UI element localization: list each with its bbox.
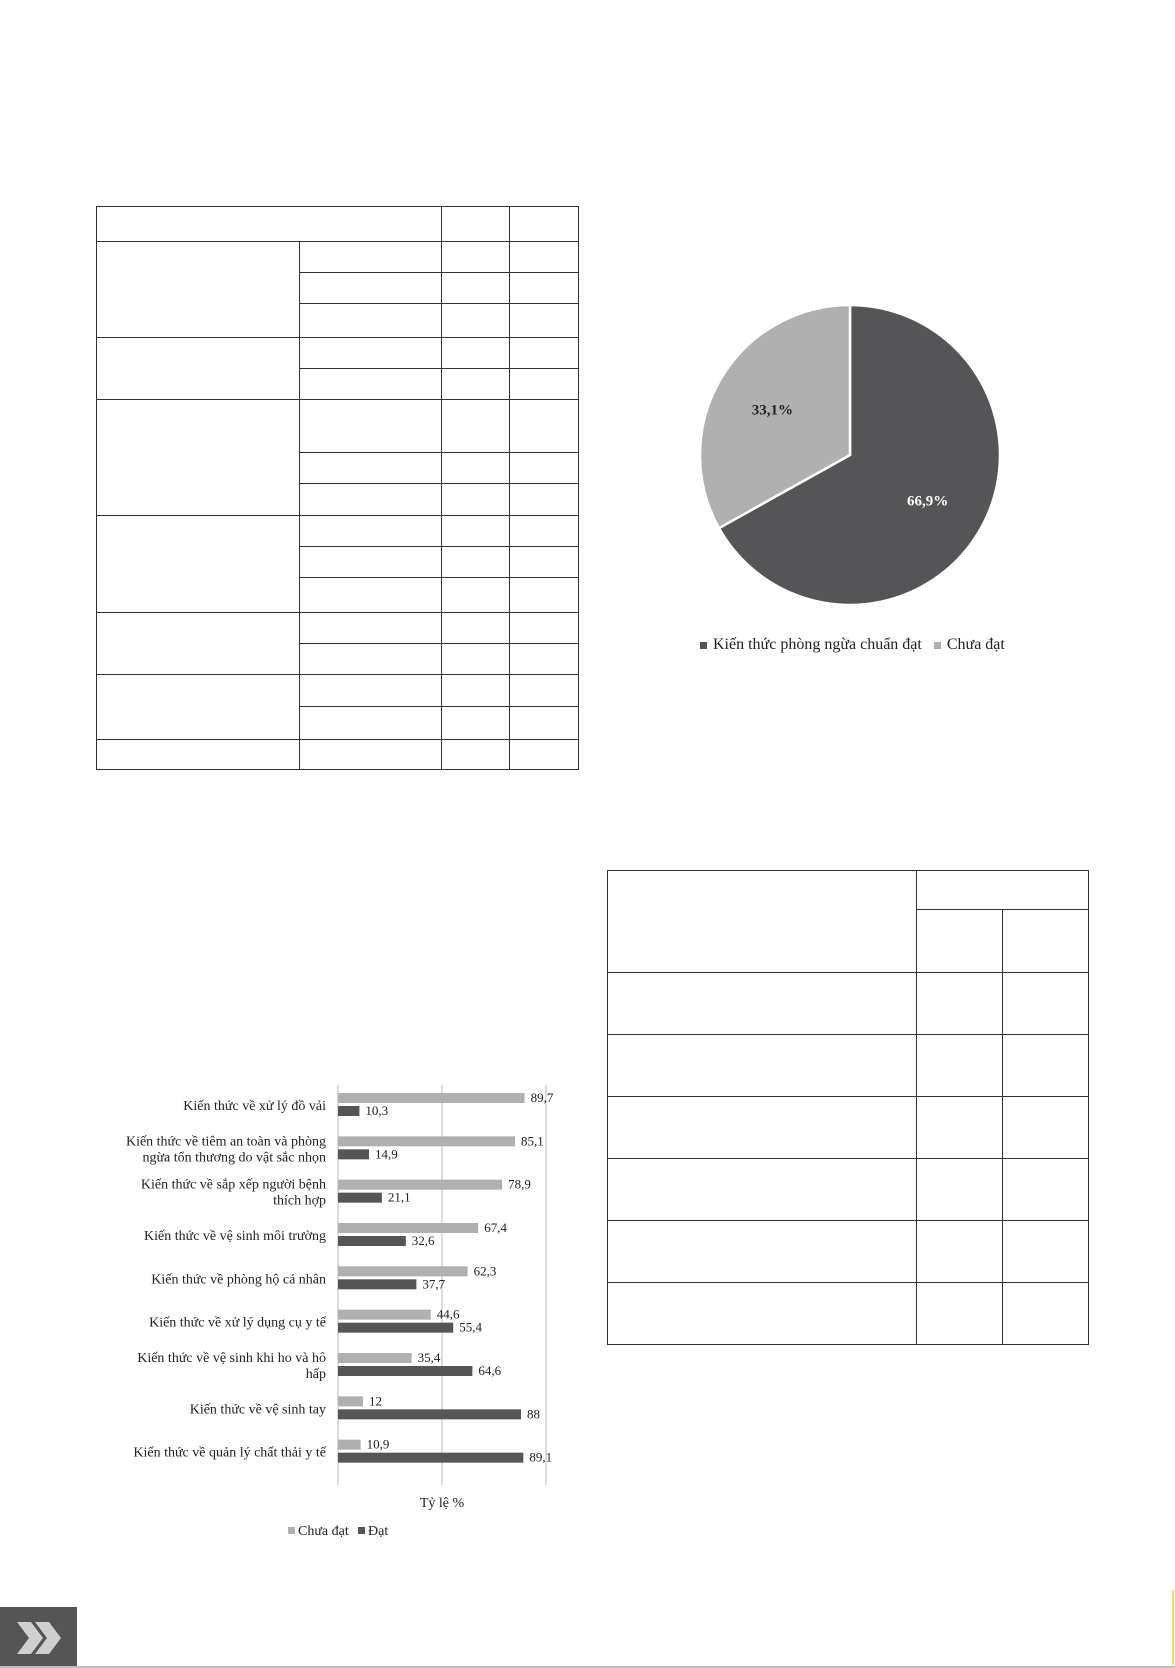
table-1-group-cell: [97, 516, 300, 613]
bar-dat: [338, 1409, 521, 1419]
category-label: Kiến thức về tiêm an toàn và phòng: [125, 1134, 326, 1150]
table-1-group-cell: [97, 675, 300, 740]
table-1-cell: [510, 369, 579, 400]
data-label: 14,9: [374, 1146, 398, 1162]
bar-dat: [338, 1106, 359, 1116]
table-1-cell: [299, 304, 441, 338]
table-1-cell: [441, 453, 510, 484]
table-1-cell: [441, 740, 510, 770]
bar-chua-dat: [338, 1396, 363, 1406]
table-1-cell: [299, 707, 441, 740]
category-label: Kiến thức về vệ sinh khi ho và hô: [137, 1351, 326, 1366]
category-label: hấp: [305, 1367, 326, 1382]
table-1-header-cell: [510, 207, 579, 242]
pie-legend: [700, 636, 1020, 654]
table-1-cell: [510, 644, 579, 675]
table-1-cell: [441, 613, 510, 644]
legend-swatch-icon: [358, 1527, 365, 1534]
table-1: [96, 206, 579, 770]
bar-chart: [118, 1085, 598, 1555]
table-1-cell: [299, 338, 441, 369]
table-1-cell: [299, 369, 441, 400]
bar-chua-dat: [338, 1310, 431, 1320]
table-1-cell: [299, 675, 441, 707]
table-1-group-cell: [97, 338, 300, 400]
table-1-cell: [510, 338, 579, 369]
table-1-cell: [299, 453, 441, 484]
table-1-group-cell: [97, 613, 300, 675]
data-label: 67,4: [484, 1220, 507, 1235]
data-label: 21,1: [387, 1189, 411, 1205]
table-2-header-cell: [917, 871, 1089, 910]
table-1-cell: [441, 369, 510, 400]
table-2-cell: [917, 1159, 1002, 1221]
table-2-cell: [1002, 1035, 1088, 1097]
table-1-cell: [299, 644, 441, 675]
table-1-cell: [299, 613, 441, 644]
x-axis-title: Tỷ lệ %: [419, 1496, 465, 1511]
bar-dat: [338, 1149, 369, 1159]
footer-badge: [0, 1607, 77, 1668]
bar-dat: [338, 1323, 453, 1333]
table-1-cell: [510, 675, 579, 707]
table-1-cell: [441, 400, 510, 453]
table-1-cell: [441, 242, 510, 273]
data-label: 35,4: [417, 1350, 441, 1365]
legend-swatch-icon: [934, 642, 941, 649]
category-label: Kiến thức về xử lý dụng cụ y tế: [149, 1315, 326, 1331]
pie-slice-label: 33,1%: [751, 402, 794, 419]
table-2-cell: [1002, 1159, 1088, 1221]
pie-legend-label: Chưa đạt: [946, 636, 1005, 653]
pie-chart: [690, 295, 1010, 615]
table-1-cell: [299, 273, 441, 304]
data-label: 10,3: [365, 1103, 389, 1118]
table-2-cell: [1002, 1283, 1088, 1345]
table-1-header-cell: [441, 207, 510, 242]
category-label: Kiến thức về vệ sinh tay: [189, 1402, 326, 1418]
table-2-cell: [1002, 1221, 1088, 1283]
table-2-cell: [917, 1221, 1002, 1283]
table-1-cell: [510, 273, 579, 304]
table-2-cell: [608, 1159, 917, 1221]
data-label: 89,7: [530, 1090, 554, 1105]
table-1-cell: [510, 516, 579, 547]
data-label: 78,9: [508, 1176, 531, 1192]
table-1-cell: [299, 547, 441, 578]
data-label: 10,9: [366, 1436, 390, 1452]
table-1-cell: [299, 578, 441, 613]
table-1-cell: [510, 400, 579, 453]
table-1-cell: [441, 273, 510, 304]
table-1-cell: [299, 516, 441, 547]
category-label: ngừa tổn thương do vật sắc nhọn: [142, 1150, 326, 1166]
table-1-cell: [299, 400, 441, 453]
table-2-cell: [608, 1283, 917, 1345]
bar-dat: [338, 1453, 523, 1463]
bar-chua-dat: [338, 1180, 502, 1190]
table-1-cell: [510, 613, 579, 644]
bar-chua-dat: [338, 1440, 361, 1450]
bar-chua-dat: [338, 1136, 515, 1146]
legend-label: Đạt: [368, 1524, 389, 1539]
table-2-cell: [917, 1035, 1002, 1097]
data-label: 89,1: [529, 1449, 553, 1465]
table-2-cell: [917, 1097, 1002, 1159]
table-1-cell: [510, 578, 579, 613]
bar-dat: [338, 1193, 382, 1203]
data-label: 44,6: [436, 1306, 460, 1322]
table-2-header-cell: [608, 871, 917, 973]
data-label: 32,6: [411, 1233, 435, 1248]
data-label: 37,7: [422, 1276, 446, 1292]
pie-slice-label: 66,9%: [906, 493, 949, 510]
table-1-cell: [510, 484, 579, 516]
table-2-cell: [917, 973, 1002, 1035]
bar-chua-dat: [338, 1353, 412, 1363]
bar-chua-dat: [338, 1266, 468, 1276]
table-1-cell: [510, 547, 579, 578]
legend-label: Chưa đạt: [298, 1524, 349, 1539]
pie-legend-label: Kiến thức phòng ngừa chuẩn đạt: [713, 636, 922, 653]
bar-chua-dat: [338, 1223, 478, 1233]
table-2-cell: [608, 973, 917, 1035]
page-edge-mark: [1172, 1590, 1174, 1665]
bar-dat: [338, 1279, 416, 1289]
table-1-cell: [441, 547, 510, 578]
category-label: Kiến thức về vệ sinh môi trường: [144, 1229, 326, 1244]
table-1-group-cell: [97, 400, 300, 516]
category-label: thích hợp: [273, 1193, 326, 1209]
table-1-cell: [441, 675, 510, 707]
bar-dat: [338, 1366, 472, 1376]
table-1-cell: [510, 304, 579, 338]
table-1-cell: [441, 304, 510, 338]
table-1-cell: [441, 578, 510, 613]
legend-swatch-icon: [700, 642, 707, 649]
table-2-cell: [608, 1097, 917, 1159]
data-label: 12: [368, 1393, 382, 1409]
table-1-group-cell: [97, 242, 300, 338]
category-label: Kiến thức về phòng hộ cá nhân: [151, 1272, 326, 1288]
table-1-cell: [299, 242, 441, 273]
table-1-cell: [97, 740, 300, 770]
table-2-cell: [608, 1221, 917, 1283]
table-2-header-cell: [917, 910, 1002, 973]
data-label: 64,6: [478, 1363, 502, 1378]
table-2-cell: [608, 1035, 917, 1097]
table-1-header-cell: [97, 207, 442, 242]
table-1-cell: [510, 242, 579, 273]
category-label: Kiến thức về sắp xếp người bệnh: [140, 1177, 326, 1193]
table-2-header-cell: [1002, 910, 1088, 973]
data-label: 88: [527, 1406, 541, 1422]
table-2-cell: [1002, 973, 1088, 1035]
table-1-cell: [441, 484, 510, 516]
table-1-cell: [510, 707, 579, 740]
pie-legend-item: [934, 636, 1005, 653]
data-label: 85,1: [521, 1133, 544, 1149]
table-2: [607, 870, 1089, 1345]
table-1-cell: [299, 484, 441, 516]
pie-legend-item: [700, 636, 922, 653]
table-1-cell: [441, 644, 510, 675]
table-1-cell: [510, 453, 579, 484]
table-1-cell: [441, 338, 510, 369]
bar-chua-dat: [338, 1093, 525, 1103]
double-chevron-icon: [13, 1618, 65, 1658]
table-1-cell: [510, 740, 579, 770]
table-1-cell: [299, 740, 441, 770]
data-label: 55,4: [459, 1319, 482, 1335]
table-1-cell: [441, 516, 510, 547]
bar-dat: [338, 1236, 406, 1246]
table-2-cell: [917, 1283, 1002, 1345]
data-label: 62,3: [473, 1263, 497, 1279]
category-label: Kiến thức về xử lý đồ vải: [183, 1099, 326, 1114]
legend-swatch-icon: [288, 1527, 295, 1534]
category-label: Kiến thức về quản lý chất thải y tế: [133, 1445, 326, 1461]
table-1-cell: [441, 707, 510, 740]
table-2-cell: [1002, 1097, 1088, 1159]
